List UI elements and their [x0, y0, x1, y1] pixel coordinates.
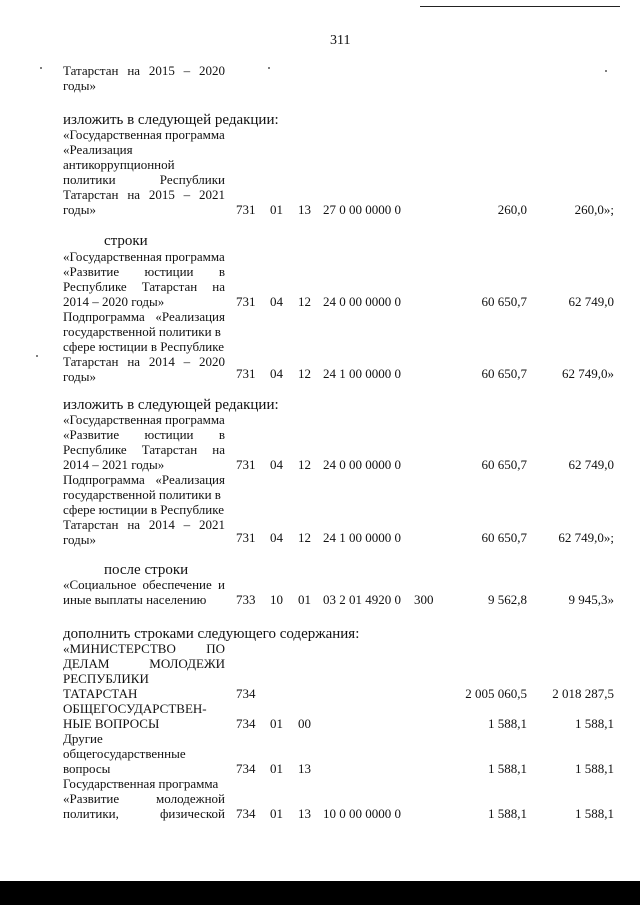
amount-2019: 260,0»;: [574, 202, 614, 217]
subsection-code: 12: [298, 294, 311, 309]
scan-border: [0, 881, 640, 905]
ministry-code: 733: [236, 592, 256, 607]
ministry-code: 734: [236, 686, 256, 701]
ministry-code: 734: [236, 761, 256, 776]
table-row: [0, 457, 640, 473]
target-article-code: 03 2 01 4920 0: [323, 592, 401, 607]
table-row: [0, 530, 640, 546]
amount-2018: 60 650,7: [481, 366, 527, 381]
table-row: [0, 294, 640, 310]
amount-2018: 2 005 060,5: [465, 686, 527, 701]
name-line: «Развитие юстиции в: [63, 264, 225, 279]
target-article-code: 24 1 00 0000 0: [323, 366, 401, 381]
scan-speck: [36, 355, 38, 357]
ministry-code: 731: [236, 530, 256, 545]
name-line: годы»: [63, 78, 96, 93]
name-line: политики Республики: [63, 172, 225, 187]
name-line: Татарстан на 2014 – 2021: [63, 517, 225, 532]
amount-2018: 60 650,7: [481, 530, 527, 545]
table-row: [0, 202, 640, 218]
section-code: 04: [270, 530, 283, 545]
scan-speck: [40, 67, 42, 69]
ministry-code: 731: [236, 202, 256, 217]
table-row: [0, 716, 640, 732]
name-line: государственной политики в: [63, 487, 221, 502]
instruction-heading: после строки: [104, 562, 189, 578]
subsection-code: 01: [298, 592, 311, 607]
name-line: «Государственная программа: [63, 412, 225, 427]
target-article-code: 24 0 00 0000 0: [323, 457, 401, 472]
section-code: 01: [270, 716, 283, 731]
section-code: 01: [270, 806, 283, 821]
table-row: [0, 806, 640, 822]
table-row: [0, 761, 640, 777]
amount-2019: 1 588,1: [575, 761, 614, 776]
ministry-code: 734: [236, 716, 256, 731]
amount-2019: 62 749,0: [568, 294, 614, 309]
amount-2019: 62 749,0»: [562, 366, 614, 381]
scan-speck: [268, 67, 270, 69]
table-row: [0, 592, 640, 608]
name-line: ДЕЛАМ МОЛОДЕЖИ: [63, 656, 225, 671]
name-line: «МИНИСТЕРСТВО ПО: [63, 641, 225, 656]
amount-2019: 62 749,0»;: [558, 530, 614, 545]
name-line: Татарстан на 2015 – 2021: [63, 187, 225, 202]
name-line: антикоррупционной: [63, 157, 175, 172]
amount-2018: 1 588,1: [488, 806, 527, 821]
target-article-code: 27 0 00 0000 0: [323, 202, 401, 217]
ministry-code: 731: [236, 457, 256, 472]
name-line: годы»: [63, 532, 96, 547]
entry-name: [63, 63, 225, 93]
name-line: Другие: [63, 731, 103, 746]
name-line: годы»: [63, 202, 96, 217]
name-line: Подпрограмма «Реализация: [63, 472, 225, 487]
ministry-code: 731: [236, 294, 256, 309]
name-line: ТАТАРСТАН: [63, 686, 138, 701]
section-code: 04: [270, 294, 283, 309]
name-line: Татарстан на 2015 – 2020: [63, 63, 225, 78]
amount-2019: 2 018 287,5: [552, 686, 614, 701]
amount-2019: 1 588,1: [575, 716, 614, 731]
subsection-code: 12: [298, 530, 311, 545]
name-line: Подпрограмма «Реализация: [63, 309, 225, 324]
subsection-code: 13: [298, 806, 311, 821]
section-code: 04: [270, 366, 283, 381]
amount-2018: 260,0: [497, 202, 527, 217]
section-code: 01: [270, 761, 283, 776]
name-line: «Государственная программа: [63, 127, 225, 142]
name-line: иные выплаты населению: [63, 592, 207, 607]
subsection-code: 00: [298, 716, 311, 731]
name-line: «Социальное обеспечение и: [63, 577, 225, 592]
section-code: 04: [270, 457, 283, 472]
scan-speck: [605, 70, 607, 72]
amount-2019: 9 945,3»: [568, 592, 614, 607]
expense-type-code: 300: [414, 592, 434, 607]
name-line: Республике Татарстан на: [63, 442, 225, 457]
amount-2018: 60 650,7: [481, 457, 527, 472]
table-row: [0, 686, 640, 702]
name-line: Республике Татарстан на: [63, 279, 225, 294]
name-line: НЫЕ ВОПРОСЫ: [63, 716, 160, 731]
name-line: «Развитие молодежной: [63, 791, 225, 806]
subsection-code: 13: [298, 202, 311, 217]
name-line: Государственная программа: [63, 776, 219, 791]
subsection-code: 13: [298, 761, 311, 776]
amount-2018: 9 562,8: [488, 592, 527, 607]
top-rule: [420, 6, 620, 7]
subsection-code: 12: [298, 366, 311, 381]
subsection-code: 12: [298, 457, 311, 472]
ministry-code: 731: [236, 366, 256, 381]
target-article-code: 24 1 00 0000 0: [323, 530, 401, 545]
name-line: вопросы: [63, 761, 111, 776]
name-line: «Реализация: [63, 142, 133, 157]
name-line: ОБЩЕГОСУДАРСТВЕН-: [63, 701, 207, 716]
table-row: [0, 366, 640, 382]
amount-2018: 60 650,7: [481, 294, 527, 309]
ministry-code: 734: [236, 806, 256, 821]
instruction-heading: изложить в следующей редакции:: [63, 397, 279, 413]
name-line: «Государственная программа: [63, 249, 225, 264]
amount-2019: 1 588,1: [575, 806, 614, 821]
name-line: 2014 – 2021 годы»: [63, 457, 165, 472]
amount-2018: 1 588,1: [488, 716, 527, 731]
amount-2019: 62 749,0: [568, 457, 614, 472]
section-code: 01: [270, 202, 283, 217]
name-line: Татарстан на 2014 – 2020: [63, 354, 225, 369]
instruction-heading: строки: [104, 233, 148, 249]
page-number: 311: [330, 33, 351, 48]
instruction-heading: изложить в следующей редакции:: [63, 112, 279, 128]
target-article-code: 24 0 00 0000 0: [323, 294, 401, 309]
name-line: сфере юстиции в Республике: [63, 339, 224, 354]
name-line: политики, физической: [63, 806, 225, 821]
name-line: 2014 – 2020 годы»: [63, 294, 165, 309]
instruction-heading: дополнить строками следующего содержания:: [63, 626, 360, 642]
name-line: общегосударственные: [63, 746, 186, 761]
name-line: «Развитие юстиции в: [63, 427, 225, 442]
name-line: РЕСПУБЛИКИ: [63, 671, 149, 686]
target-article-code: 10 0 00 0000 0: [323, 806, 401, 821]
section-code: 10: [270, 592, 283, 607]
name-line: государственной политики в: [63, 324, 221, 339]
name-line: сфере юстиции в Республике: [63, 502, 224, 517]
amount-2018: 1 588,1: [488, 761, 527, 776]
name-line: годы»: [63, 369, 96, 384]
